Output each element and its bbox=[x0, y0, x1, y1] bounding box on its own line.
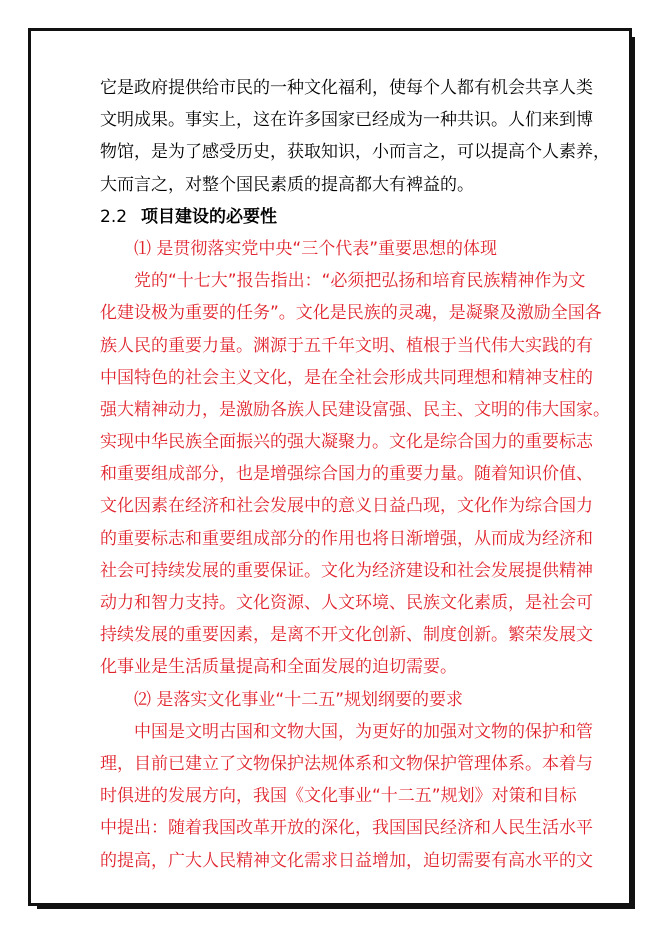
document-body bbox=[100, 72, 610, 877]
paragraph-line: 族人民的重要力量。渊源于五千年文明、植根于当代伟大实践的有 bbox=[100, 335, 593, 356]
intro-line: 大而言之，对整个国民素质的提高都大有裨益的。 bbox=[100, 174, 474, 195]
section-title: 项目建设的必要性 bbox=[141, 206, 278, 227]
section-heading bbox=[100, 201, 560, 233]
paragraph-line: 时俱进的发展方向，我国《文化事业“十二五”规划》对策和目标 bbox=[100, 786, 577, 807]
intro-line: 它是政府提供给市民的一种文化福利，使每个人都有机会共享人类 bbox=[100, 78, 593, 98]
paragraph-line: 化事业是生活质量提高和全面发展的迫切需要。 bbox=[100, 657, 457, 678]
paragraph-line: 持续发展的重要因素，是离不开文化创新、制度创新。繁荣发展文 bbox=[100, 625, 593, 646]
paragraph-line: 动力和智力支持。文化资源、人文环境、民族文化素质，是社会可 bbox=[100, 593, 593, 613]
subsection-heading-2: ⑵ 是落实文化事业“十二五”规划纲要的要求 bbox=[134, 689, 464, 710]
paragraph-line: 和重要组成部分，也是增强综合国力的重要力量。随着知识价值、 bbox=[100, 464, 593, 485]
paragraph-line: 中提出：随着我国改革开放的深化，我国国民经济和人民生活水平 bbox=[100, 818, 593, 839]
paragraph-line: 理，目前已建立了文物保护法规体系和文物保护管理体系。本着与 bbox=[100, 753, 593, 774]
paragraph-line: 的提高，广大人民精神文化需求日益增加，迫切需要有高水平的文 bbox=[100, 850, 593, 871]
paragraph-line: 化建设极为重要的任务”。文化是民族的灵魂，是凝聚及激励全国各 bbox=[100, 303, 602, 324]
paragraph-line: 强大精神动力，是激励各族人民建设富强、民主、文明的伟大国家。 bbox=[100, 399, 610, 420]
paragraph-line: 社会可持续发展的重要保证。文化为经济建设和社会发展提供精神 bbox=[100, 560, 593, 581]
intro-line: 文明成果。事实上，这在许多国家已经成为一种共识。人们来到博 bbox=[100, 110, 593, 131]
paragraph-line: 实现中华民族全面振兴的强大凝聚力。文化是综合国力的重要标志 bbox=[100, 432, 593, 453]
paragraph-line: 中国特色的社会主义文化，是在全社会形成共同理想和精神支柱的 bbox=[100, 367, 593, 388]
paragraph-line: 文化因素在经济和社会发展中的意义日益凸现，文化作为综合国力 bbox=[100, 496, 593, 517]
subsection-heading-1: ⑴ 是贯彻落实党中央“三个代表”重要思想的体现 bbox=[134, 238, 498, 259]
intro-line: 物馆，是为了感受历史，获取知识，小而言之，可以提高个人素养， bbox=[100, 142, 610, 163]
paragraph-line: 的重要标志和重要组成部分的作用也将日渐增强，从而成为经济和 bbox=[100, 528, 593, 549]
section-number: 2.2 bbox=[100, 206, 128, 227]
paragraph-line: 党的“十七大”报告指出：“必须把弘扬和培育民族精神作为文 bbox=[134, 271, 586, 292]
paragraph-line: 中国是文明古国和文物大国，为更好的加强对文物的保护和管 bbox=[134, 721, 593, 742]
